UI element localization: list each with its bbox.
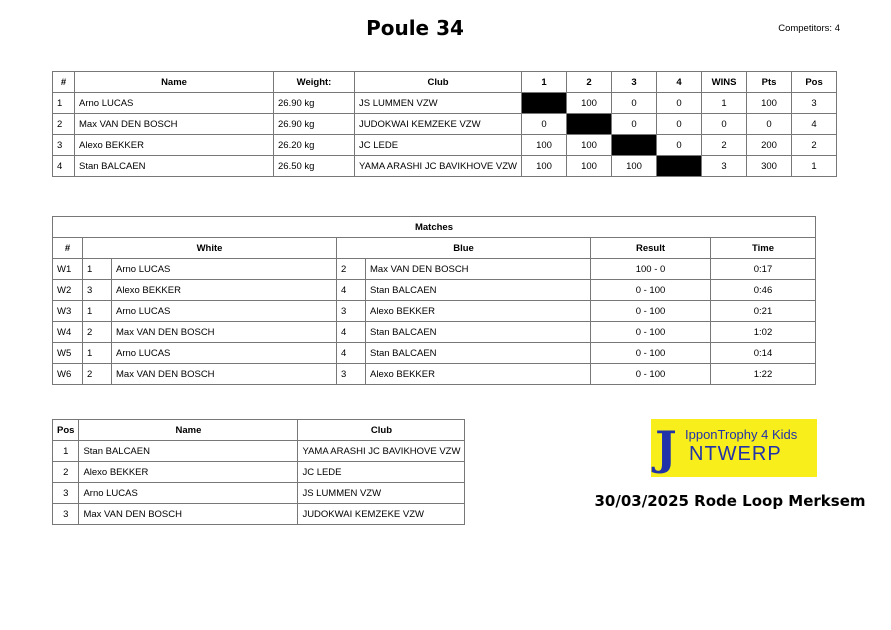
ranking-club: YAMA ARASHI JC BAVIKHOVE VZW (298, 441, 465, 462)
ranking-row (53, 483, 465, 504)
poule-col-header: Club (355, 72, 522, 93)
white-number: 2 (83, 364, 112, 385)
match-time: 1:22 (711, 364, 816, 385)
white-name: Alexo BEKKER (112, 280, 337, 301)
ranking-col-header: Name (79, 420, 298, 441)
match-id: W6 (53, 364, 83, 385)
match-id: W2 (53, 280, 83, 301)
poule-col-header: 2 (567, 72, 612, 93)
matches-table (52, 216, 816, 385)
ranking-body (53, 441, 465, 525)
matches-col-white: White (83, 238, 337, 259)
points-cell: 100 (747, 93, 792, 114)
ranking-position: 3 (53, 483, 79, 504)
match-row (53, 322, 816, 343)
poule-row (53, 135, 837, 156)
competitor-name: Stan BALCAEN (75, 156, 274, 177)
logo-letter: J (655, 421, 677, 475)
match-time: 0:17 (711, 259, 816, 280)
white-name: Max VAN DEN BOSCH (112, 364, 337, 385)
ranking-name: Stan BALCAEN (79, 441, 298, 462)
white-number: 2 (83, 322, 112, 343)
ranking-col-header: Club (298, 420, 465, 441)
wins-cell: 2 (702, 135, 747, 156)
score-cell: 100 (522, 156, 567, 177)
poule-col-header: # (53, 72, 75, 93)
match-row (53, 364, 816, 385)
poule-col-header: 3 (612, 72, 657, 93)
blue-number: 4 (337, 280, 366, 301)
event-info: 30/03/2025 Rode Loop Merksem (594, 492, 866, 510)
ranking-name: Max VAN DEN BOSCH (79, 504, 298, 525)
poule-col-header: WINS (702, 72, 747, 93)
blue-name: Stan BALCAEN (366, 322, 591, 343)
ranking-club: JS LUMMEN VZW (298, 483, 465, 504)
match-row (53, 343, 816, 364)
poule-header-row (53, 72, 837, 93)
competitor-weight: 26.90 kg (274, 114, 355, 135)
score-cell: 100 (522, 135, 567, 156)
white-name: Max VAN DEN BOSCH (112, 322, 337, 343)
white-number: 3 (83, 280, 112, 301)
match-row (53, 301, 816, 322)
competitor-number: 4 (53, 156, 75, 177)
matches-col-num: # (53, 238, 83, 259)
poule-col-header: 1 (522, 72, 567, 93)
competitor-number: 1 (53, 93, 75, 114)
competitor-club: YAMA ARASHI JC BAVIKHOVE VZW (355, 156, 522, 177)
competitor-weight: 26.50 kg (274, 156, 355, 177)
blue-name: Alexo BEKKER (366, 364, 591, 385)
blue-number: 3 (337, 301, 366, 322)
competitor-number: 3 (53, 135, 75, 156)
position-cell: 4 (792, 114, 837, 135)
position-cell: 3 (792, 93, 837, 114)
poule-row (53, 93, 837, 114)
white-name: Arno LUCAS (112, 343, 337, 364)
match-result: 0 - 100 (591, 364, 711, 385)
competitor-number: 2 (53, 114, 75, 135)
poule-col-header: 4 (657, 72, 702, 93)
blue-name: Max VAN DEN BOSCH (366, 259, 591, 280)
match-result: 0 - 100 (591, 301, 711, 322)
points-cell: 200 (747, 135, 792, 156)
ranking-club: JUDOKWAI KEMZEKE VZW (298, 504, 465, 525)
ranking-name: Arno LUCAS (79, 483, 298, 504)
blue-name: Stan BALCAEN (366, 343, 591, 364)
ranking-name: Alexo BEKKER (79, 462, 298, 483)
ranking-header-row (53, 420, 465, 441)
ranking-row (53, 504, 465, 525)
score-cell: 0 (522, 114, 567, 135)
ranking-position: 2 (53, 462, 79, 483)
blue-number: 3 (337, 364, 366, 385)
competitors-count: Competitors: 4 (778, 23, 840, 34)
matches-header-row (53, 238, 816, 259)
score-cell: 0 (657, 93, 702, 114)
score-cell (522, 93, 567, 114)
match-time: 0:14 (711, 343, 816, 364)
ranking-row (53, 441, 465, 462)
poule-col-header: Name (75, 72, 274, 93)
poule-col-header: Weight: (274, 72, 355, 93)
match-id: W5 (53, 343, 83, 364)
poule-table (52, 71, 837, 177)
score-cell: 100 (567, 156, 612, 177)
matches-body (53, 259, 816, 385)
competitor-club: JC LEDE (355, 135, 522, 156)
match-id: W1 (53, 259, 83, 280)
matches-col-time: Time (711, 238, 816, 259)
matches-col-blue: Blue (337, 238, 591, 259)
score-cell (567, 114, 612, 135)
blue-number: 4 (337, 322, 366, 343)
match-time: 0:46 (711, 280, 816, 301)
match-result: 100 - 0 (591, 259, 711, 280)
position-cell: 2 (792, 135, 837, 156)
score-cell: 0 (657, 135, 702, 156)
wins-cell: 3 (702, 156, 747, 177)
ranking-club: JC LEDE (298, 462, 465, 483)
match-time: 1:02 (711, 322, 816, 343)
white-name: Arno LUCAS (112, 259, 337, 280)
white-number: 1 (83, 343, 112, 364)
ranking-position: 1 (53, 441, 79, 462)
match-id: W3 (53, 301, 83, 322)
competitor-name: Max VAN DEN BOSCH (75, 114, 274, 135)
points-cell: 300 (747, 156, 792, 177)
match-result: 0 - 100 (591, 343, 711, 364)
poule-row (53, 156, 837, 177)
poule-row (53, 114, 837, 135)
score-cell: 100 (612, 156, 657, 177)
page-title: Poule 34 (366, 16, 464, 40)
white-number: 1 (83, 301, 112, 322)
matches-col-result: Result (591, 238, 711, 259)
ranking-position: 3 (53, 504, 79, 525)
score-cell: 100 (567, 135, 612, 156)
logo-line1: IpponTrophy 4 Kids (685, 427, 798, 442)
white-name: Arno LUCAS (112, 301, 337, 322)
poule-col-header: Pos (792, 72, 837, 93)
matches-title: Matches (53, 217, 816, 238)
competitor-name: Arno LUCAS (75, 93, 274, 114)
wins-cell: 0 (702, 114, 747, 135)
score-cell: 0 (657, 114, 702, 135)
poule-col-header: Pts (747, 72, 792, 93)
match-row (53, 280, 816, 301)
score-cell (612, 135, 657, 156)
competitor-club: JUDOKWAI KEMZEKE VZW (355, 114, 522, 135)
ranking-col-header: Pos (53, 420, 79, 441)
white-number: 1 (83, 259, 112, 280)
competitor-name: Alexo BEKKER (75, 135, 274, 156)
ranking-row (53, 462, 465, 483)
competitor-club: JS LUMMEN VZW (355, 93, 522, 114)
match-time: 0:21 (711, 301, 816, 322)
match-id: W4 (53, 322, 83, 343)
score-cell: 0 (612, 93, 657, 114)
tournament-logo (651, 419, 817, 477)
match-result: 0 - 100 (591, 322, 711, 343)
score-cell: 100 (567, 93, 612, 114)
position-cell: 1 (792, 156, 837, 177)
blue-name: Alexo BEKKER (366, 301, 591, 322)
match-row (53, 259, 816, 280)
blue-number: 2 (337, 259, 366, 280)
score-cell (657, 156, 702, 177)
blue-name: Stan BALCAEN (366, 280, 591, 301)
competitor-weight: 26.90 kg (274, 93, 355, 114)
wins-cell: 1 (702, 93, 747, 114)
ranking-table (52, 419, 465, 525)
blue-number: 4 (337, 343, 366, 364)
score-cell: 0 (612, 114, 657, 135)
match-result: 0 - 100 (591, 280, 711, 301)
competitor-weight: 26.20 kg (274, 135, 355, 156)
logo-line2: NTWERP (689, 443, 782, 465)
points-cell: 0 (747, 114, 792, 135)
poule-body (53, 93, 837, 177)
